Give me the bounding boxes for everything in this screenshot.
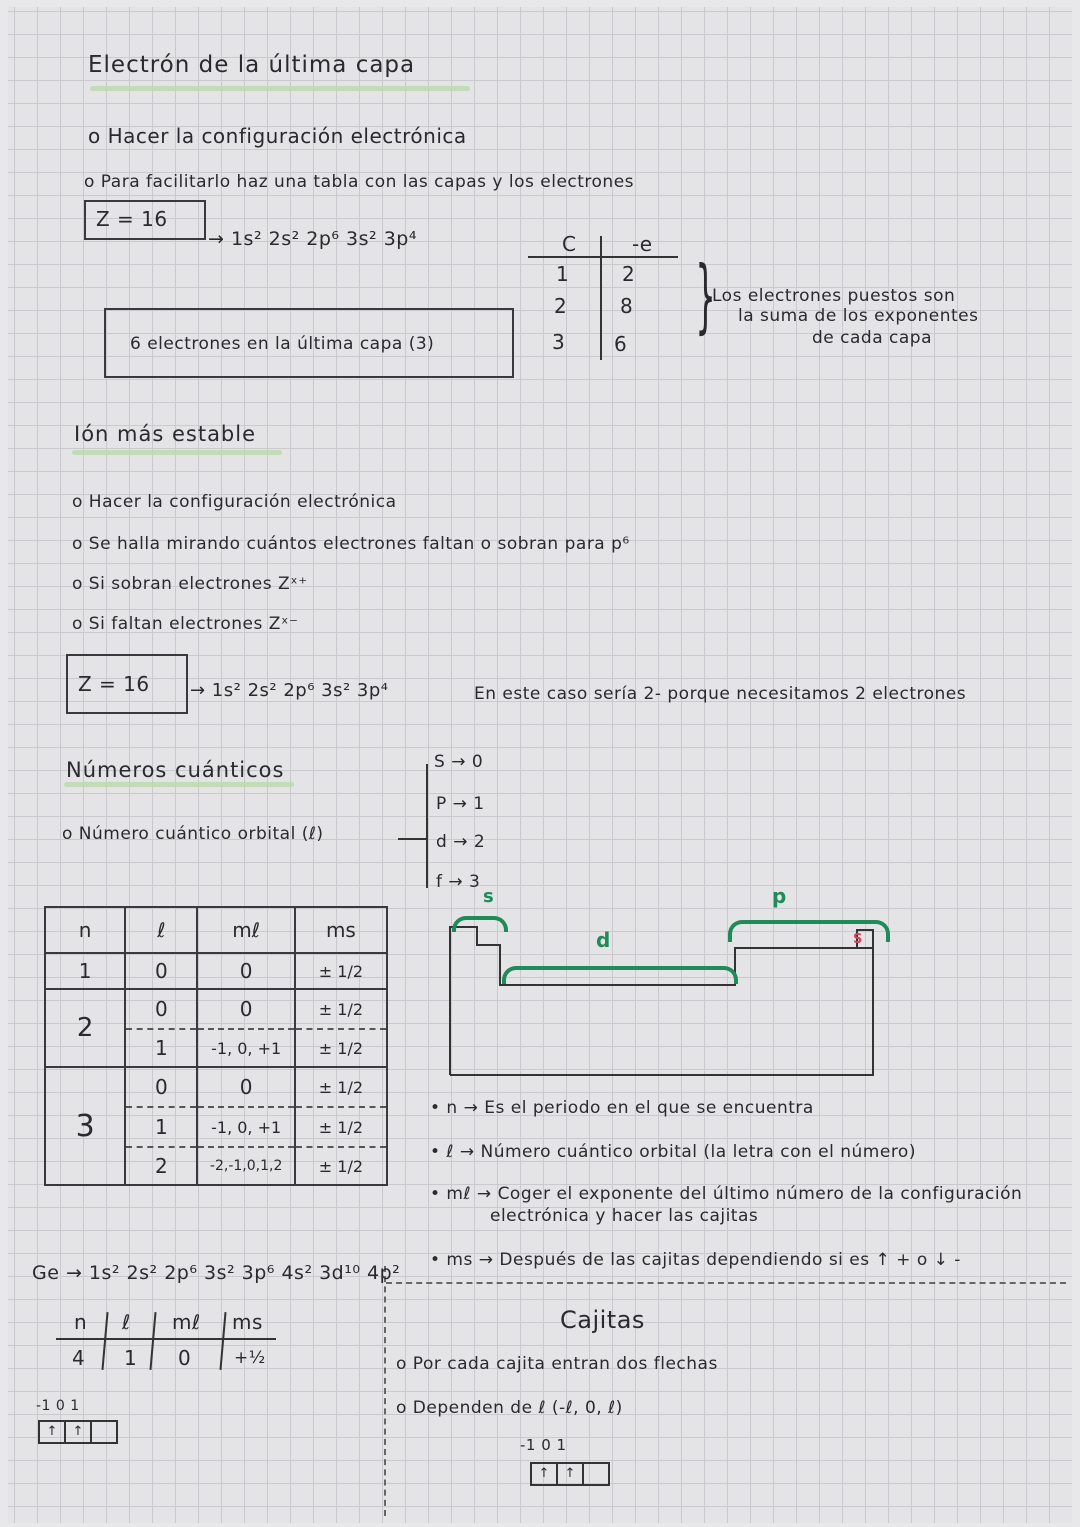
note-line: la suma de los exponentes (738, 306, 979, 326)
explanation-text: En este caso sería 2- porque necesitamos 2 electrones (474, 684, 967, 704)
header-ms: ms (232, 1310, 263, 1334)
title-highlight (90, 86, 470, 91)
cell: 2 (125, 1147, 197, 1185)
header-ml: mℓ (172, 1310, 201, 1334)
cell: 2 (554, 294, 568, 318)
bullet: o Si sobran electrones Zˣ⁺ (72, 574, 308, 594)
cell-n: 2 (45, 989, 125, 1067)
orbital-map-item: d → 2 (436, 832, 486, 852)
p-block-brace (728, 920, 890, 942)
orbital-label: o Número cuántico orbital (ℓ) (62, 824, 324, 844)
cajitas-title: Cajitas (560, 1306, 645, 1334)
cell: 3 (552, 330, 566, 354)
bullet: o Para facilitarlo haz una tabla con las capas y los electrones (84, 172, 635, 192)
helium-label: S (853, 932, 863, 947)
cell: ± 1/2 (295, 953, 387, 989)
bullet: o Hacer la configuración electrónica (72, 492, 397, 512)
cell-n: 3 (45, 1067, 125, 1185)
section-title-ion: Ión más estable (74, 422, 257, 446)
header-ms: ms (295, 907, 387, 953)
cell: 0 (125, 953, 197, 989)
section-title-ultima-capa: Electrón de la última capa (88, 52, 416, 78)
cell: ± 1/2 (295, 989, 387, 1029)
up-arrow-icon: ↑ (64, 1420, 92, 1444)
cell: -1, 0, +1 (197, 1107, 294, 1147)
value-ml: 0 (178, 1346, 192, 1370)
cell: -1, 0, +1 (197, 1029, 294, 1067)
horizontal-divider (386, 1282, 1066, 1284)
cell: 1 (556, 262, 570, 286)
cell: 0 (197, 1067, 294, 1107)
note-line: Los electrones puestos son (712, 286, 956, 306)
up-arrow-icon: ↑ (530, 1462, 558, 1486)
s-block-brace (452, 916, 508, 932)
cell: ± 1/2 (295, 1107, 387, 1147)
section-title-quantum: Números cuánticos (66, 758, 285, 782)
result-box (104, 308, 514, 378)
brace-icon: } (695, 249, 716, 342)
value-l: 1 (124, 1346, 138, 1370)
cell: 0 (125, 1067, 197, 1107)
up-arrow-icon: ↑ (38, 1420, 66, 1444)
cell: ± 1/2 (295, 1029, 387, 1067)
bullet: o Se halla mirando cuántos electrones faltan o sobran para p⁶ (72, 534, 630, 554)
definition-ml-cont: electrónica y hacer las cajitas (490, 1206, 759, 1226)
up-arrow-icon: ↑ (556, 1462, 584, 1486)
cell: 1 (125, 1029, 197, 1067)
z-box (66, 654, 188, 714)
orbital-map-item: f → 3 (436, 872, 481, 892)
bracket (426, 764, 428, 888)
definition-ml: • mℓ → Coger el exponente del último número de la configuración (430, 1184, 1023, 1204)
empty-orbital (90, 1420, 118, 1444)
electron-config: → 1s² 2s² 2p⁶ 3s² 3p⁴ (208, 228, 417, 250)
definition-n: • n → Es el periodo en el que se encuentra (430, 1098, 814, 1118)
electron-config: → 1s² 2s² 2p⁶ 3s² 3p⁴ (190, 680, 389, 701)
header-ml: mℓ (197, 907, 294, 953)
quantum-table (44, 906, 388, 1186)
cell: 0 (197, 989, 294, 1029)
cell: 1 (125, 1107, 197, 1147)
shell-header: C (562, 232, 577, 256)
cajitas-orbital-boxes (530, 1462, 608, 1486)
bullet: o Dependen de ℓ (-ℓ, 0, ℓ) (396, 1398, 623, 1418)
title-highlight (64, 782, 294, 787)
header-n: n (74, 1310, 88, 1334)
orbital-labels: -1 0 1 (36, 1398, 80, 1414)
cell-n: 1 (45, 953, 125, 989)
ge-config: Ge → 1s² 2s² 2p⁶ 3s² 3p⁶ 4s² 3d¹⁰ 4p² (32, 1262, 401, 1284)
result-text: 6 electrones en la última capa (3) (130, 334, 435, 354)
cell: 0 (125, 989, 197, 1029)
bullet: o Hacer la configuración electrónica (88, 124, 467, 148)
value-n: 4 (72, 1346, 86, 1370)
electron-header: -e (632, 232, 653, 256)
d-block-label: d (596, 928, 611, 952)
orbital-map-item: P → 1 (436, 794, 485, 814)
z-box (84, 200, 206, 240)
cell: ± 1/2 (295, 1147, 387, 1185)
title-highlight (72, 450, 282, 455)
z-value: Z = 16 (96, 207, 168, 231)
cell: 2 (622, 262, 636, 286)
definition-l: • ℓ → Número cuántico orbital (la letra con el número) (430, 1142, 916, 1162)
note-line: de cada capa (812, 328, 933, 348)
p-block-label: p (772, 884, 787, 908)
ge-orbital-boxes (38, 1420, 116, 1444)
s-block-label: s (483, 886, 495, 907)
cell: 0 (197, 953, 294, 989)
cell: 8 (620, 294, 634, 318)
orbital-labels: -1 0 1 (520, 1436, 567, 1454)
definition-ms: • ms → Después de las cajitas dependiendo si es ↑ + o ↓ - (430, 1250, 961, 1270)
bullet: o Si faltan electrones Zˣ⁻ (72, 614, 299, 634)
header-l: ℓ (122, 1310, 131, 1334)
value-ms: +½ (234, 1348, 266, 1368)
d-block-brace (502, 966, 738, 984)
bullet: o Por cada cajita entran dos flechas (396, 1354, 718, 1374)
cell: 6 (614, 332, 628, 356)
header-n: n (45, 907, 125, 953)
vertical-divider (384, 1266, 386, 1516)
empty-orbital (582, 1462, 610, 1486)
header-l: ℓ (125, 907, 197, 953)
orbital-map-item: S → 0 (434, 752, 484, 772)
cell: ± 1/2 (295, 1067, 387, 1107)
connector (398, 838, 428, 840)
z-value: Z = 16 (78, 672, 150, 696)
cell: -2,-1,0,1,2 (197, 1147, 294, 1185)
